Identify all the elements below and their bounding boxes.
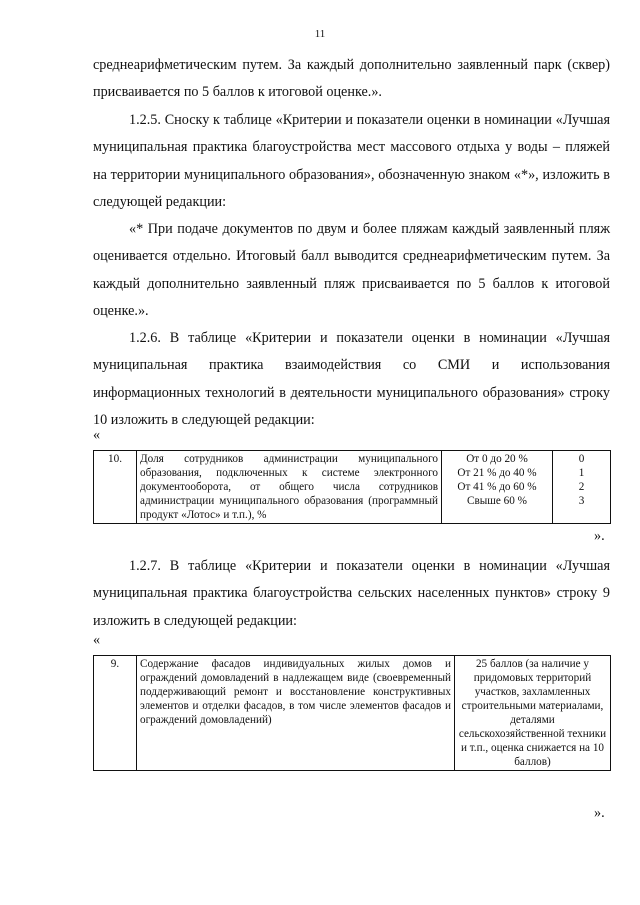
score-0: 0: [578, 453, 585, 465]
scores-cell: [553, 451, 611, 524]
criteria-table-row-10: [93, 450, 611, 524]
score-2: 2: [578, 481, 585, 493]
paragraph-1-2-6: 1.2.6. В таблице «Критерии и показатели оценки в номинации «Лучшая муниципальная практика взаимодействия со СМИ и использования информационных технологий в деятельности муниципального образования» строку 10 изложить в следующей редакции:: [93, 330, 610, 429]
ranges-cell: [442, 451, 553, 524]
paragraph-1-2-5: 1.2.5. Сноску к таблице «Критерии и показатели оценки в номинации «Лучшая муниципальная практика благоустройства мест массового отдыха у воды – пляжей на территории муниципального образования», обозначенную знаком «*», изложить в следующей редакции:: [93, 112, 610, 211]
open-quote-1: «: [93, 427, 101, 443]
score-1: 1: [578, 467, 585, 479]
score-cell: 25 баллов (за наличие у придомовых территорий участков, захламленных строительными материалами, деталями сельскохозяйственной техники и т.п., оценка снижается на 10 баллов): [455, 656, 611, 771]
paragraph-continuation: среднеарифметическим путем. За каждый дополнительно заявленный парк (сквер) присваивается по 5 баллов к итоговой оценке.».: [93, 57, 610, 101]
score-3: 3: [578, 495, 585, 507]
page-number: 11: [314, 28, 326, 40]
row-number-cell: 9.: [94, 656, 137, 771]
open-quote-2: «: [93, 632, 101, 648]
close-quote-2: ».: [594, 805, 605, 821]
range-0: От 0 до 20 %: [466, 453, 528, 465]
row-number-cell: 10.: [94, 451, 137, 524]
table-row: [94, 656, 611, 771]
criteria-table-row-9: [93, 655, 611, 771]
paragraph-footnote: «* При подаче документов по двум и более пляжам каждый заявленный пляж оценивается отдельно. Итоговый балл выводится среднеарифметическим путем. За каждый дополнительно заявленный пляж присваивается по 5 баллов к итоговой оценке.».: [93, 221, 610, 320]
criterion-cell: Содержание фасадов индивидуальных жилых домов и ограждений домовладений в надлежащем виде (своевременный поддерживающий ремонт и восстановление конструктивных элементов и отделки фасадов, в том числе элементов фасадов и ограждений домовладений): [137, 656, 455, 771]
criterion-cell: Доля сотрудников администрации муниципального образования, подключенных к системе электронного документооборота, от общего числа сотрудников администрации муниципального образования (программный продукт «Лотос» и т.п.), %: [137, 451, 442, 524]
range-3: Свыше 60 %: [467, 495, 527, 507]
table-row: [94, 451, 611, 524]
range-1: От 21 % до 40 %: [457, 467, 537, 479]
paragraph-1-2-7: 1.2.7. В таблице «Критерии и показатели оценки в номинации «Лучшая муниципальная практика благоустройства сельских населенных пунктов» строку 9 изложить в следующей редакции:: [93, 558, 610, 629]
range-2: От 41 % до 60 %: [457, 481, 537, 493]
close-quote-1: ».: [594, 528, 605, 544]
